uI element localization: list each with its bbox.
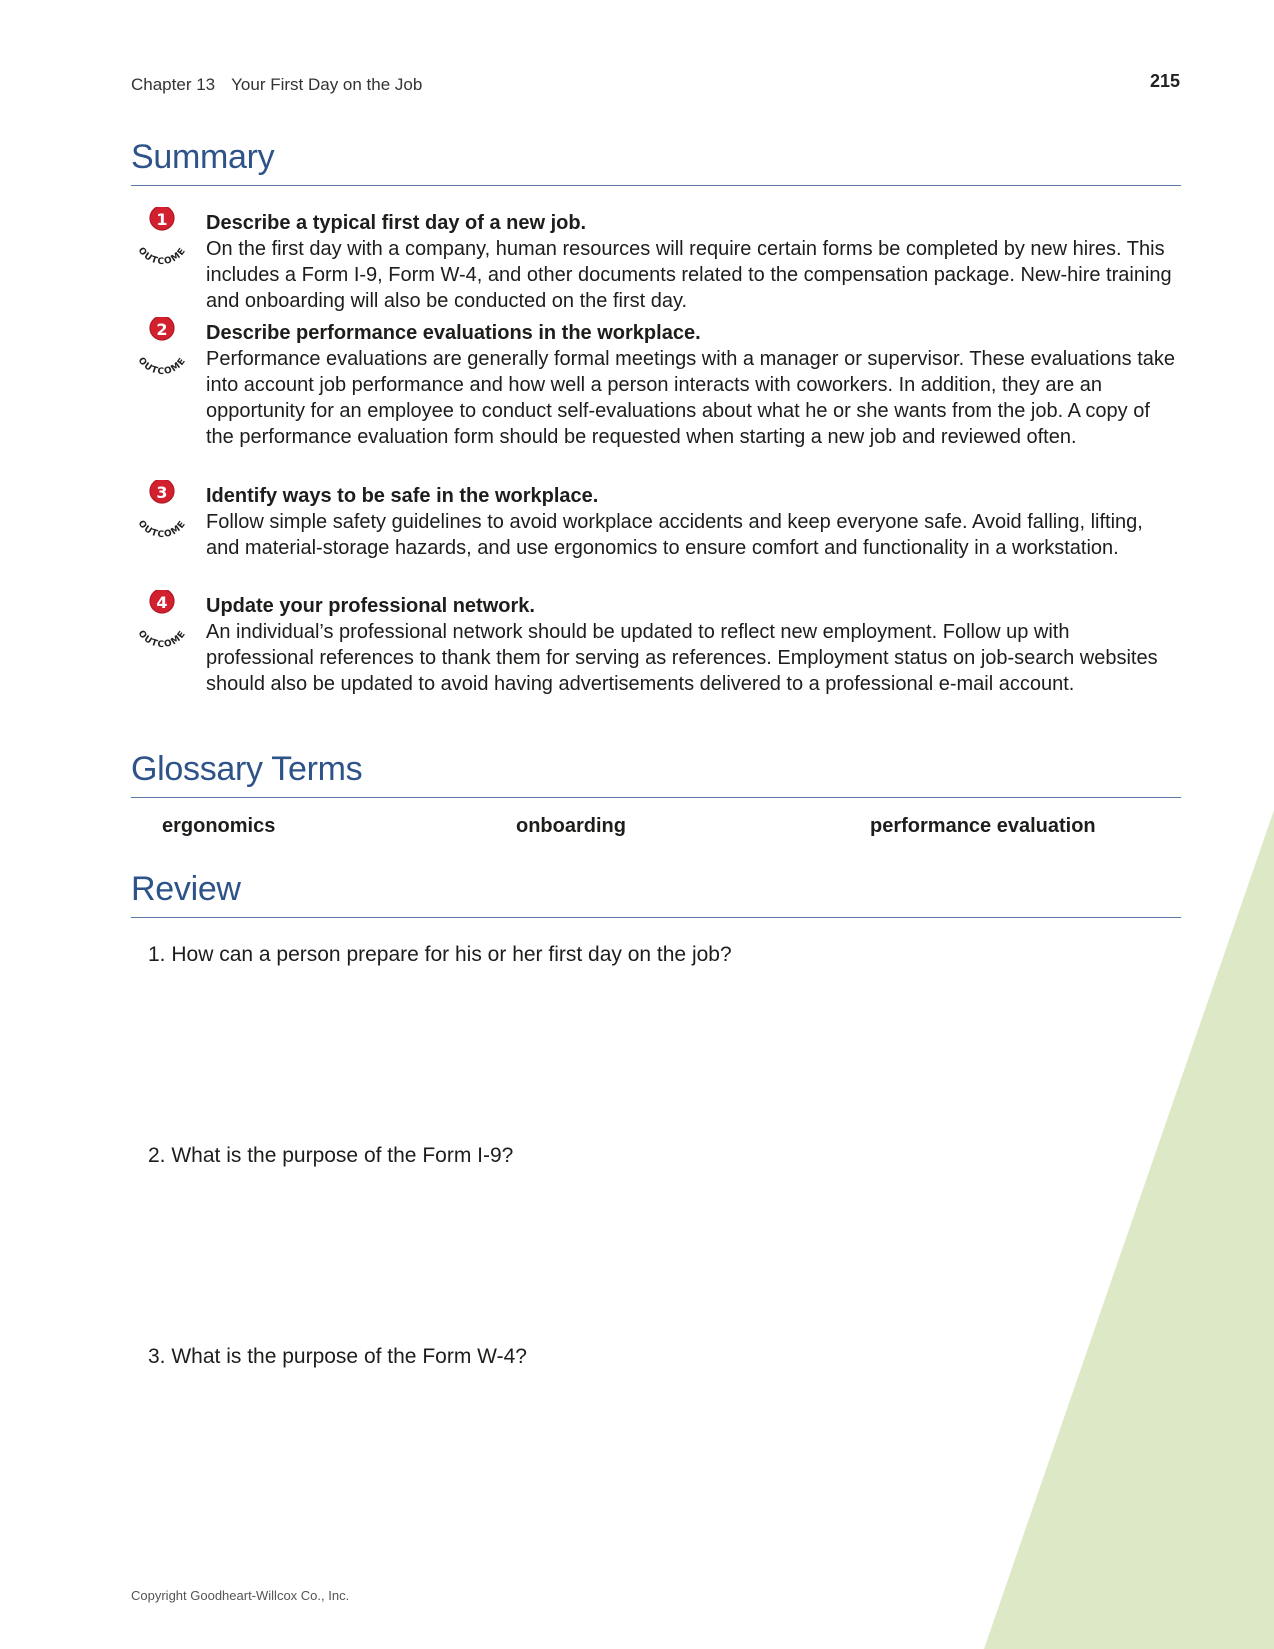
- outcome-heading: Describe performance evaluations in the workplace.: [206, 322, 701, 344]
- outcome-badge-label: OUTCOME: [135, 245, 189, 268]
- glossary-terms: [162, 815, 1162, 845]
- outcome-item-3: [131, 483, 1181, 561]
- review-question: 3. What is the purpose of the Form W-4?: [148, 1345, 527, 1368]
- outcome-number: 4: [156, 593, 168, 612]
- svg-text:OUTCOME: [136, 629, 189, 650]
- outcome-badge-icon: [131, 207, 193, 269]
- outcome-badge-label: OUTCOME: [135, 628, 189, 651]
- outcome-body: Follow simple safety guidelines to avoid workplace accidents and keep everyone safe. Avoid falling, lifting, and material-storage hazards, and use ergonomics to ensure comfort and functionality in a workstation.: [206, 511, 1143, 559]
- outcome-body: On the first day with a company, human resources will require certain forms be completed by new hires. This includes a Form I-9, Form W-4, and other documents related to the compensation package. New-hire training and onboarding will also be conducted on the first day.: [206, 238, 1172, 312]
- chapter-title: Your First Day on the Job: [231, 75, 423, 94]
- glossary-term: ergonomics: [162, 815, 276, 837]
- outcome-body: An individual’s professional network should be updated to reflect new employment. Follow up with professional references to thank them for serving as references. Employment status on job-search websites should also be updated to avoid having advertisements delivered to a professional e-mail account.: [206, 621, 1158, 695]
- outcome-item-2: [131, 320, 1181, 450]
- chapter-label: Chapter 13: [131, 75, 216, 94]
- outcome-number: 1: [156, 210, 168, 229]
- outcome-item-1: [131, 210, 1181, 314]
- outcome-number: 2: [156, 320, 168, 339]
- copyright-notice: Copyright Goodheart-Willcox Co., Inc.: [131, 1588, 350, 1603]
- svg-text:OUTCOME: [136, 246, 189, 267]
- review-question: 1. How can a person prepare for his or her first day on the job?: [148, 943, 732, 966]
- outcome-badge-label: OUTCOME: [135, 355, 189, 378]
- glossary-heading: Glossary Terms: [131, 750, 1181, 798]
- outcome-number: 3: [156, 483, 168, 502]
- outcome-badge-icon: [131, 480, 193, 542]
- running-head: [131, 75, 422, 95]
- outcome-badge-icon: [131, 590, 193, 652]
- glossary-term: onboarding: [516, 815, 626, 837]
- outcome-heading: Describe a typical first day of a new job.: [206, 212, 587, 234]
- outcome-badge-icon: [131, 317, 193, 379]
- svg-text:OUTCOME: [136, 356, 189, 377]
- review-question: 2. What is the purpose of the Form I-9?: [148, 1144, 514, 1167]
- svg-text:OUTCOME: [136, 519, 189, 540]
- outcome-badge-label: OUTCOME: [135, 518, 189, 541]
- page-number: 215: [1149, 71, 1180, 91]
- outcome-body: Performance evaluations are generally formal meetings with a manager or supervisor. These evaluations take into account job performance and how well a person interacts with coworkers. In addition, they are an opportunity for an employee to conduct self-evaluations about what he or she wants from the job. A copy of the performance evaluation form should be requested when starting a new job and reviewed often.: [206, 348, 1176, 448]
- glossary-term: performance evaluation: [870, 815, 1096, 837]
- outcome-heading: Update your professional network.: [206, 595, 535, 617]
- review-heading: Review: [131, 870, 1181, 918]
- outcome-heading: Identify ways to be safe in the workplace.: [206, 485, 599, 507]
- outcome-item-4: [131, 593, 1181, 697]
- summary-heading: Summary: [131, 138, 1181, 186]
